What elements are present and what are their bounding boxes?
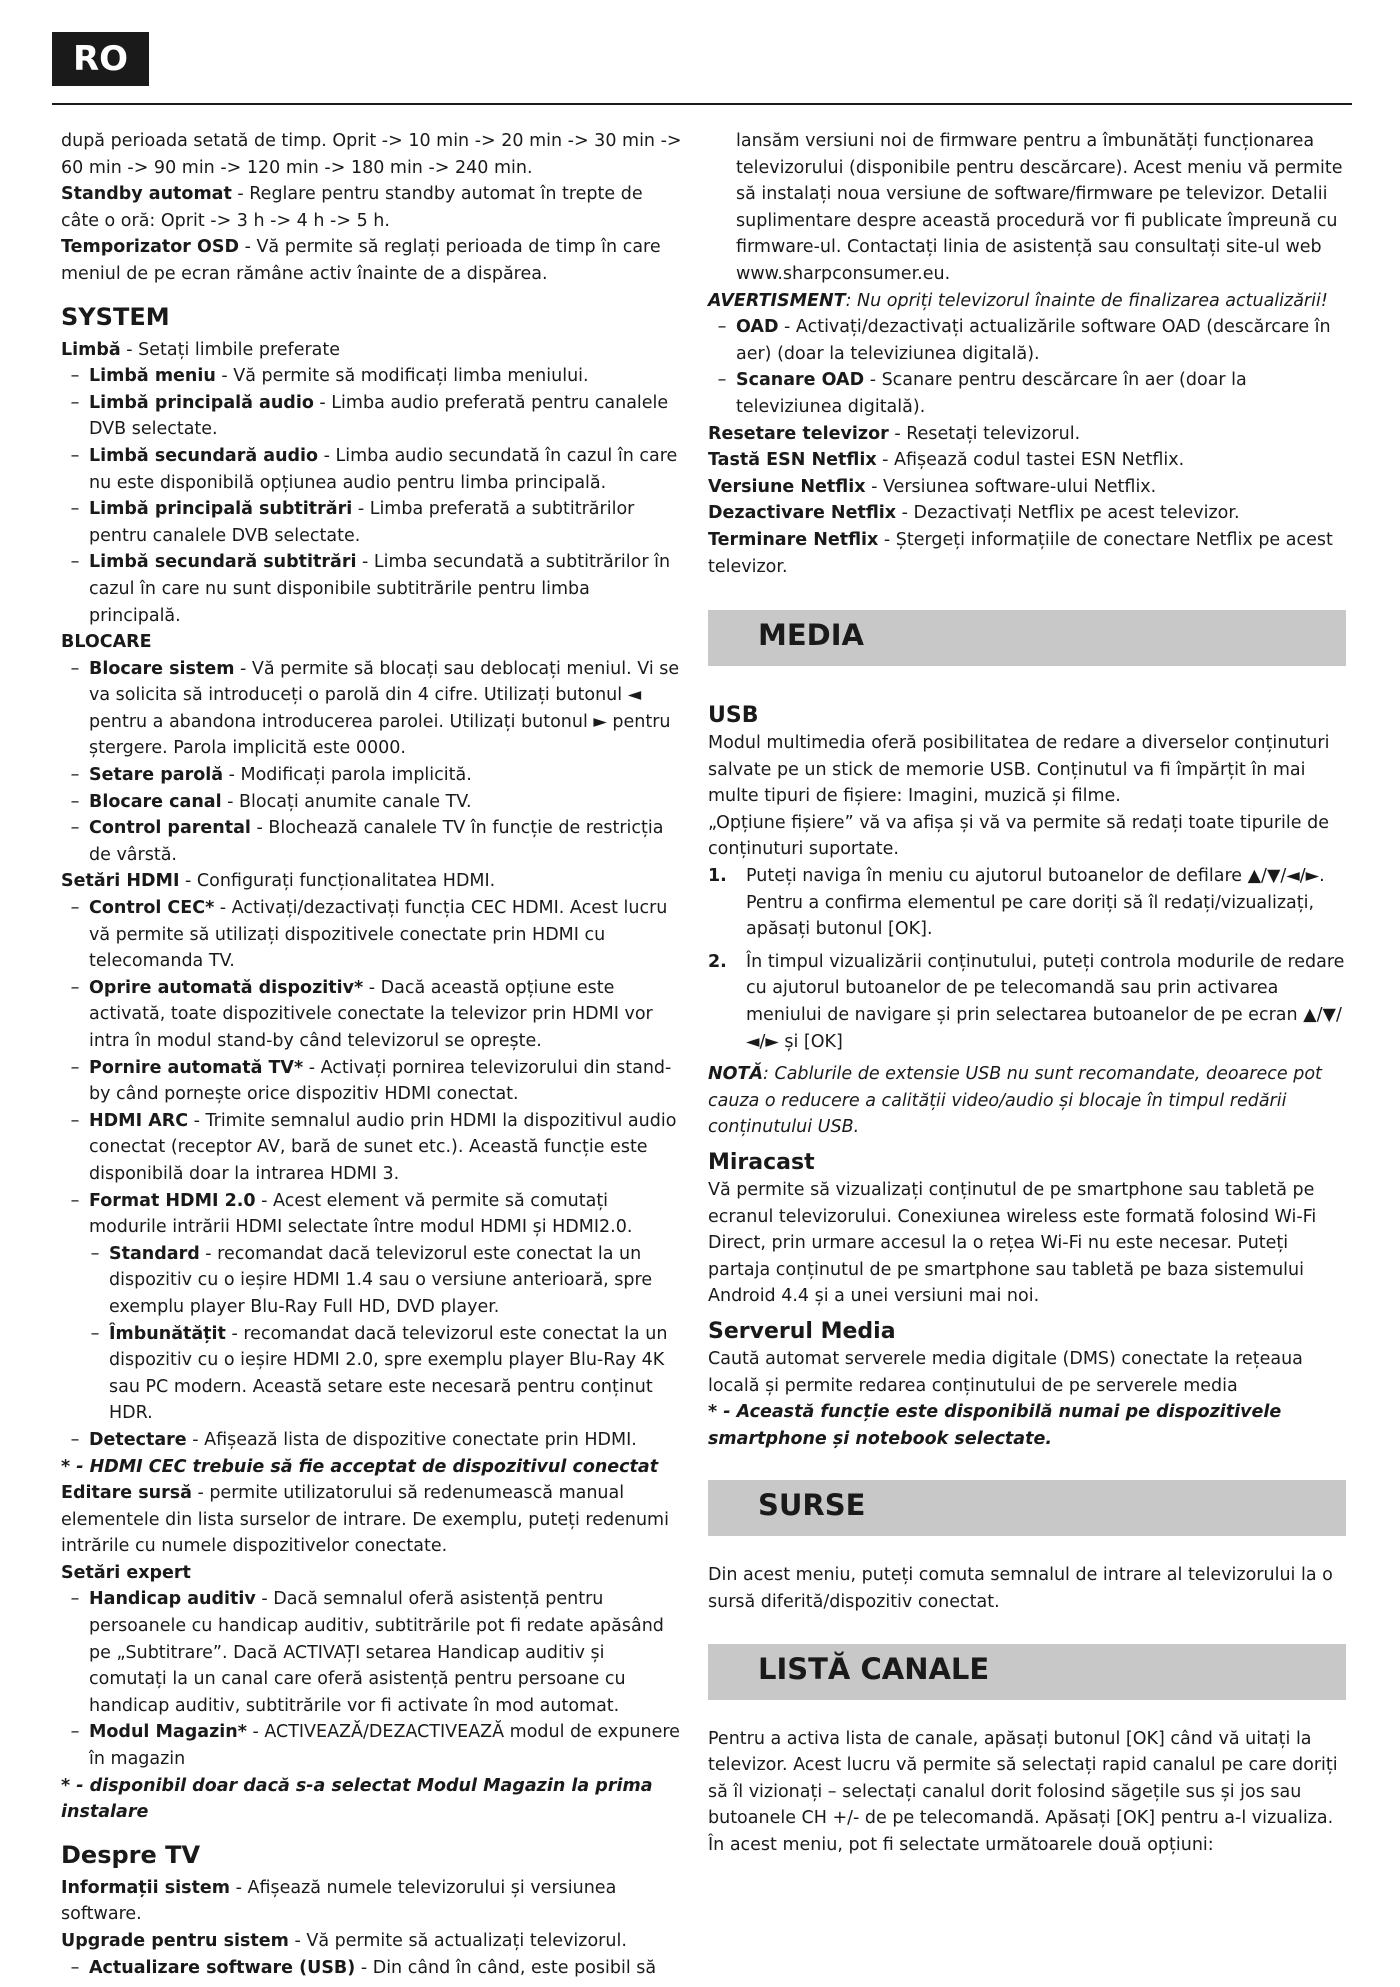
heading-media-server: Serverul Media xyxy=(708,1318,896,1344)
sub-list-item: – Standard - recomandat dacă televizorul este conectat la un dispozitiv cu o ieșire HDMI 1.4 sau o versiune anterioară, spre exemplu player Blu-Ray Full HD, DVD player. xyxy=(90,1243,653,1317)
paragraph: după perioada setată de timp. Oprit -> 10 min -> 20 min -> 30 min -> 60 min -> 90 min -> 120 min -> 180 min -> 240 min. xyxy=(61,131,682,178)
netflix-version: Versiune Netflix - Versiunea software-ului Netflix. xyxy=(708,476,1157,497)
left-column xyxy=(61,128,686,1981)
list-item: – HDMI ARC - Trimite semnalul audio prin HDMI la dispozitivul audio conectat (receptor AV, bară de sunet etc.). Această funcție este disponibilă doar la intrarea HDMI 3. xyxy=(70,1110,677,1184)
expert-settings: Setări expert xyxy=(61,1562,191,1583)
media-server-note: * - Această funcție este disponibilă numai pe dispozitivele smartphone și notebook selectate. xyxy=(708,1402,1282,1449)
usb-note: NOTĂ: Cablurile de extensie USB nu sunt recomandate, deoarece pot cauza o reducere a calității video/audio și blocaje în timpul redării conținutului USB. xyxy=(708,1064,1322,1138)
list-item: – OAD - Activați/dezactivați actualizările software OAD (descărcare în aer) (doar la televiziunea digitală). xyxy=(717,317,1331,364)
heading-usb: USB xyxy=(708,703,759,729)
list-item: – Oprire automată dispozitiv* - Dacă această opțiune este activată, toate dispozitivele conectate la televizor prin HDMI vor intra în modul stand-by când televizorul se oprește. xyxy=(70,977,653,1051)
list-item: – Setare parolă - Modificați parola implicită. xyxy=(70,765,472,786)
warning: AVERTISMENT: Nu opriți televizorul înainte de finalizarea actualizării! xyxy=(708,290,1328,311)
list-item: – Limbă meniu - Vă permite să modificați limba meniului. xyxy=(70,366,589,387)
netflix-esn: Tastă ESN Netflix - Afișează codul tastei ESN Netflix. xyxy=(708,450,1185,471)
list-item: – Limbă principală subtitrări - Limba preferată a subtitrărilor pentru canalele DVB selectate. xyxy=(70,499,635,546)
lock-heading: BLOCARE xyxy=(61,632,152,653)
right-column xyxy=(708,128,1346,1859)
paragraph: Modul multimedia oferă posibilitatea de redare a diverselor conținuturi salvate pe un stick de memorie USB. Conținutul va fi împărțit în mai multe tipuri de fișiere: Imagini, muzică și filme. xyxy=(708,733,1330,807)
list-item: – Pornire automată TV* - Activați pornirea televizorului din stand-by când pornește orice dispozitiv HDMI conectat. xyxy=(70,1057,672,1105)
netflix-terminate: Terminare Netflix - Ștergeți informațiile de conectare Netflix pe acest televizor. xyxy=(708,529,1333,577)
heading-miracast: Miracast xyxy=(708,1150,815,1175)
list-item: – Blocare canal - Blocați anumite canale TV. xyxy=(70,791,472,812)
paragraph: În acest meniu, pot fi selectate următoarele două opțiuni: xyxy=(708,1834,1214,1855)
section-heading-system: SYSTEM xyxy=(61,302,170,331)
system-upgrade: Upgrade pentru sistem - Vă permite să actualizați televizorul. xyxy=(61,1931,627,1951)
paragraph: Din acest meniu, puteți comuta semnalul de intrare al televizorului la o sursă diferită/dispozitiv conectat. xyxy=(708,1565,1333,1612)
list-item: – Limbă principală audio - Limba audio preferată pentru canalele DVB selectate. xyxy=(70,392,669,440)
header-rule xyxy=(52,103,1352,105)
list-item: – Modul Magazin* - ACTIVEAZĂ/DEZACTIVEAZĂ modul de expunere în magazin xyxy=(70,1722,680,1770)
language: Limbă - Setați limbile preferate xyxy=(61,339,341,360)
sub-list-item: – Îmbunătățit - recomandat dacă televizorul este conectat la un dispozitiv cu o ieșire HDMI 2.0, spre exemplu player Blu-Ray 4K sau PC modern. Această setare este necesară pentru conținut HDR. xyxy=(90,1323,668,1424)
list-item: – Limbă secundară audio - Limba audio secundată în cazul în care nu este disponibilă opțiunea audio pentru limba principală. xyxy=(70,445,678,493)
section-band-channel-list: LISTĂ CANALE xyxy=(708,1644,1346,1700)
language-badge: RO xyxy=(52,32,149,86)
list-item: – Detectare - Afișează lista de dispozitive conectate prin HDMI. xyxy=(70,1429,637,1450)
netflix-deactivate: Dezactivare Netflix - Dezactivați Netflix pe acest televizor. xyxy=(708,503,1240,524)
section-heading-about-tv: Despre TV xyxy=(61,1840,201,1869)
list-item: – Handicap auditiv - Dacă semnalul oferă asistență pentru persoanele cu handicap auditiv, subtitrările pot fi redate apăsând pe „Subtitrare”. Dacă ACTIVAȚI setarea Handicap auditiv și comutați la un canal care oferă asistență pentru persoane cu handicap auditiv, subtitrările vor fi activate în mod automat. xyxy=(70,1589,664,1716)
paragraph: lansăm versiuni noi de firmware pentru a îmbunătăți funcționarea televizorului (disponibile pentru descărcare). Acest meniu vă permite să instalați noua versiune de software/firmware pe televizor. Detalii suplimentare despre această procedură vor fi publicate împreună cu firmware-ul. Contactați linia de asistență sau consultați site-ul web www.sharpconsumer.eu. xyxy=(736,131,1343,284)
list-item: – Control CEC* - Activați/dezactivați funcția CEC HDMI. Acest lucru vă permite să utilizați dispozitivele conectate prin HDMI cu telecomanda TV. xyxy=(70,898,668,972)
section-band-media: MEDIA xyxy=(708,610,1346,666)
list-item: – Actualizare software (USB) - Din când în când, este posibil să xyxy=(70,1957,657,1978)
list-item: – Blocare sistem - Vă permite să blocați sau deblocați meniul. Vi se va solicita să introduceți o parolă din 4 cifre. Utilizați butonul ◄ pentru a abandona introducerea parolei. Utilizați butonul ► pentru ștergere. Parola implicită este 0000. xyxy=(70,658,680,759)
numbered-item: 2. În timpul vizualizării conținutului, puteți controla modurile de redare cu ajutorul butoanelor de pe telecomandă sau prin activarea meniului de navigare și prin selectarea butoanelor de pe ecran ▲/▼/◄/► și [OK] xyxy=(708,951,1345,1052)
list-item: – Scanare OAD - Scanare pentru descărcare în aer (doar la televiziunea digitală). xyxy=(717,370,1247,417)
numbered-item: 1. Puteți naviga în meniu cu ajutorul butoanelor de defilare ▲/▼/◄/►. Pentru a confirma elementul pe care doriți să îl redați/vizualizați, apăsați butonul [OK]. xyxy=(708,866,1325,940)
list-item: – Limbă secundară subtitrări - Limba secundată a subtitrărilor în cazul în care nu sunt disponibile subtitrările pentru limba principală. xyxy=(70,552,671,626)
system-info: Informații sistem - Afișează numele televizorului și versiunea software. xyxy=(61,1877,617,1925)
osd-timer: Temporizator OSD - Vă permite să reglați perioada de timp în care meniul de pe ecran rămâne activ înainte de a dispărea. xyxy=(61,237,661,284)
standby-auto: Standby automat - Reglare pentru standby automat în trepte de câte o oră: Oprit -> 3 h -> 4 h -> 5 h. xyxy=(61,184,643,231)
paragraph: Vă permite să vizualizați conținutul de pe smartphone sau tabletă pe ecranul televizorului. Conexiunea wireless este formată folosind Wi-Fi Direct, prin urmare accesul la o rețea Wi-Fi nu este necesar. Puteți partaja conținutul de pe smartphone sau tabletă pe baza sistemului Android 4.4 și a unei versiuni mai noi. xyxy=(708,1180,1317,1307)
paragraph: „Opțiune fișiere” vă va afișa și vă va permite să redați toate tipurile de conținuturi suportate. xyxy=(708,812,1329,860)
cec-note: * - HDMI CEC trebuie să fie acceptat de dispozitivul conectat xyxy=(61,1456,659,1477)
edit-source: Editare sursă - permite utilizatorului să redenumească manual elementele din lista surselor de intrare. De exemplu, puteți redenumi intrările cu numele dispozitivelor conectate. xyxy=(61,1483,669,1557)
paragraph: Caută automat serverele media digitale (DMS) conectate la rețeaua locală și permite redarea conținutului de pe serverele media xyxy=(708,1348,1303,1396)
store-mode-note: * - disponibil doar dacă s-a selectat Modul Magazin la prima instalare xyxy=(61,1775,653,1823)
paragraph: Pentru a activa lista de canale, apăsați butonul [OK] când vă uitați la televizor. Acest lucru vă permite să selectați rapid canalul pe care doriți să îl vizionați – selectați canalul dorit folosind săgețile sus și jos sau butoanele CH +/- de pe telecomandă. Apăsați [OK] pentru a-l vizualiza. xyxy=(708,1728,1338,1829)
list-item: – Control parental - Blochează canalele TV în funcție de restricția de vârstă. xyxy=(70,818,664,865)
hdmi-settings: Setări HDMI - Configurați funcționalitatea HDMI. xyxy=(61,871,496,892)
section-band-sources: SURSE xyxy=(708,1480,1346,1536)
reset-tv: Resetare televizor - Resetați televizorul. xyxy=(708,423,1081,444)
list-item: – Format HDMI 2.0 - Acest element vă permite să comutați modurile intrării HDMI selectate între modul HDMI și HDMI2.0. xyxy=(70,1190,633,1238)
